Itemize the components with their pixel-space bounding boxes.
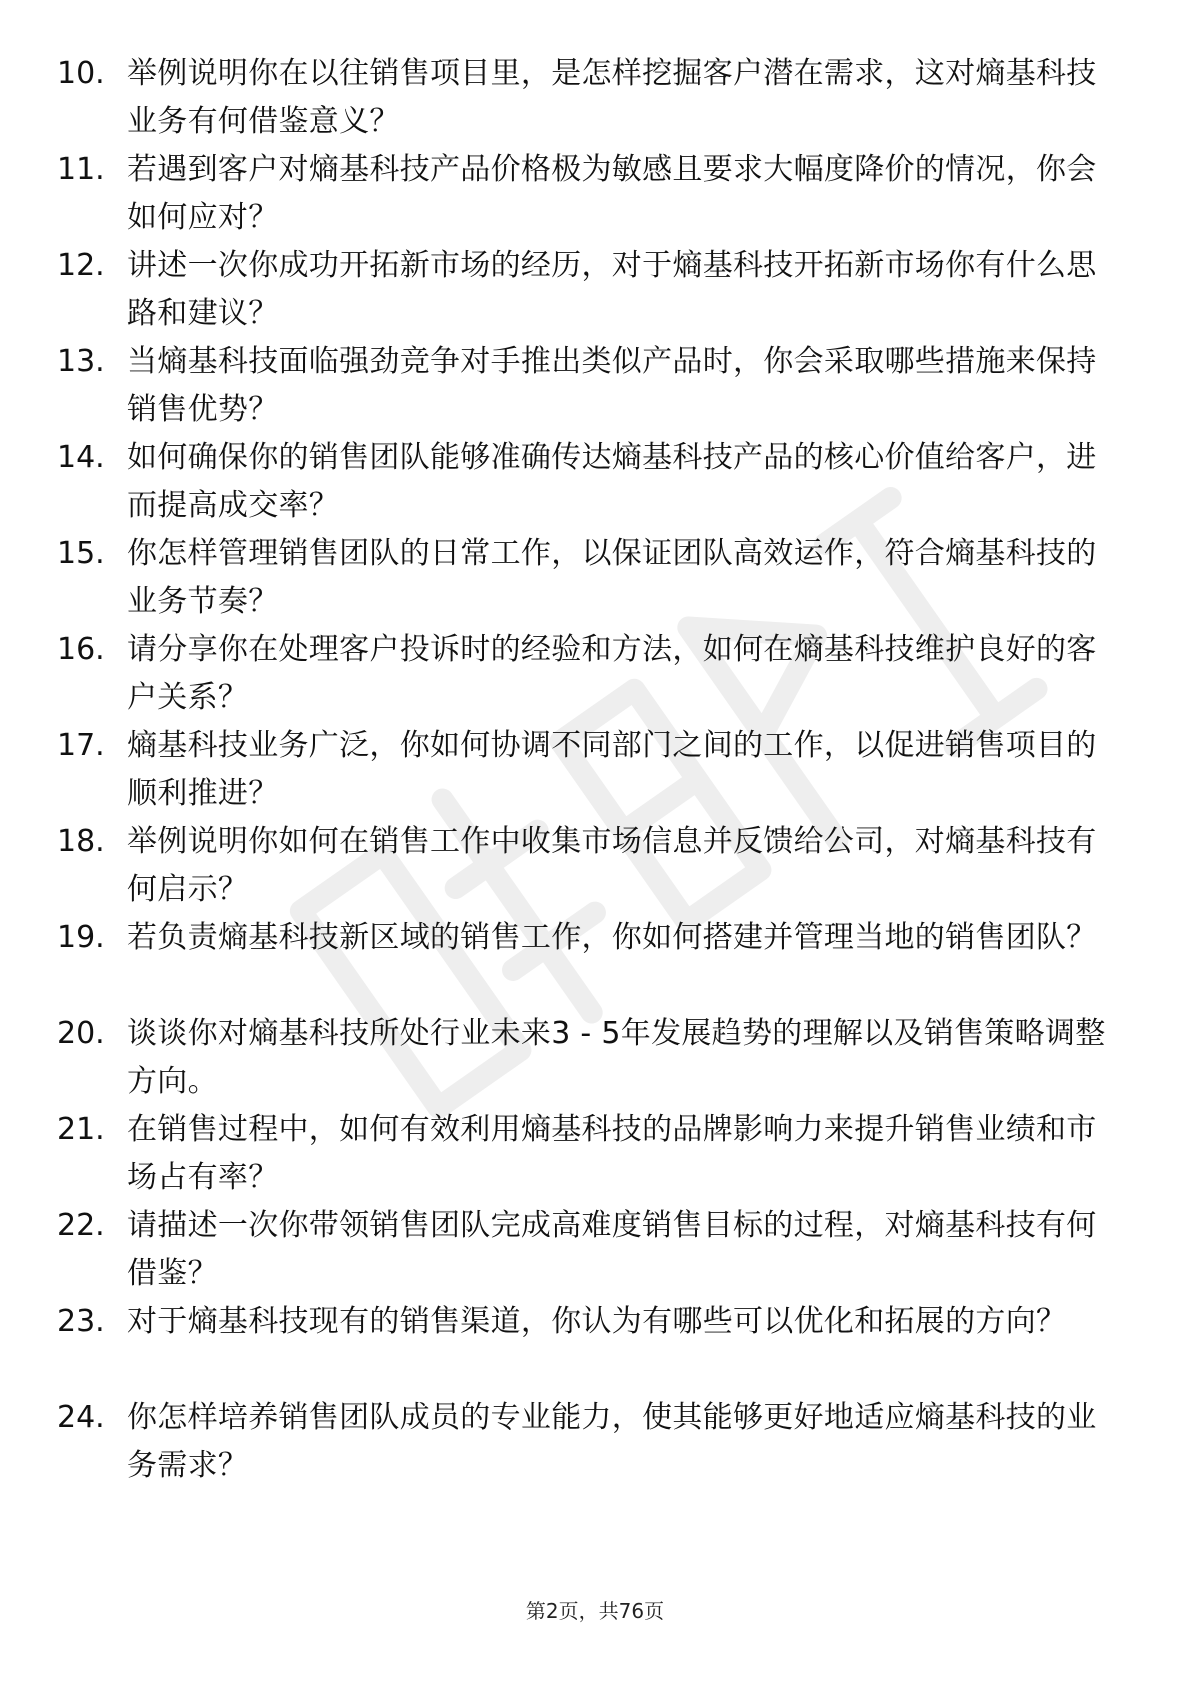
question-text: 若负责熵基科技新区域的销售工作，你如何搭建并管理当地的销售团队？ xyxy=(127,920,1097,955)
question-item xyxy=(0,1394,1190,1494)
question-number: 23. xyxy=(57,1304,105,1339)
question-text: 如何确保你的销售团队能够准确传达熵基科技产品的核心价值给客户，进而提高成交率？ xyxy=(127,440,1097,523)
question-number: 11. xyxy=(57,152,105,187)
question-item xyxy=(0,626,1190,726)
question-text: 熵基科技业务广泛，你如何协调不同部门之间的工作，以促进销售项目的顺利推进？ xyxy=(127,728,1097,811)
question-text: 你怎样培养销售团队成员的专业能力，使其能够更好地适应熵基科技的业务需求？ xyxy=(127,1400,1097,1483)
question-item xyxy=(0,818,1190,918)
question-item xyxy=(0,1202,1190,1302)
question-number: 13. xyxy=(57,344,105,379)
question-text: 举例说明你如何在销售工作中收集市场信息并反馈给公司，对熵基科技有何启示？ xyxy=(127,824,1097,907)
question-number: 14. xyxy=(57,440,105,475)
question-item xyxy=(0,146,1190,246)
question-number: 21. xyxy=(57,1112,105,1147)
question-text: 对于熵基科技现有的销售渠道，你认为有哪些可以优化和拓展的方向？ xyxy=(127,1304,1067,1339)
question-number: 22. xyxy=(57,1208,105,1243)
question-item xyxy=(0,914,1190,1014)
question-number: 19. xyxy=(57,920,105,955)
question-number: 20. xyxy=(57,1016,105,1051)
question-number: 17. xyxy=(57,728,105,763)
question-number: 18. xyxy=(57,824,105,859)
question-text: 当熵基科技面临强劲竞争对手推出类似产品时，你会采取哪些措施来保持销售优势？ xyxy=(127,344,1097,427)
question-item xyxy=(0,1298,1190,1398)
question-number: 15. xyxy=(57,536,105,571)
question-item xyxy=(0,242,1190,342)
question-number: 10. xyxy=(57,56,105,91)
question-item xyxy=(0,434,1190,534)
question-item xyxy=(0,722,1190,822)
question-number: 24. xyxy=(57,1400,105,1435)
question-text: 请描述一次你带领销售团队完成高难度销售目标的过程，对熵基科技有何借鉴？ xyxy=(127,1208,1097,1291)
question-text: 请分享你在处理客户投诉时的经验和方法，如何在熵基科技维护良好的客户关系？ xyxy=(127,632,1097,715)
page-indicator: 第2页，共76页 xyxy=(525,1599,665,1623)
question-text: 举例说明你在以往销售项目里，是怎样挖掘客户潜在需求，这对熵基科技业务有何借鉴意义？ xyxy=(127,56,1097,139)
question-text: 讲述一次你成功开拓新市场的经历，对于熵基科技开拓新市场你有什么思路和建议？ xyxy=(127,248,1097,331)
question-item xyxy=(0,1106,1190,1206)
question-text: 若遇到客户对熵基科技产品价格极为敏感且要求大幅度降价的情况，你会如何应对？ xyxy=(127,152,1097,235)
question-item xyxy=(0,338,1190,438)
question-item xyxy=(0,50,1190,150)
question-item xyxy=(0,530,1190,630)
question-text: 谈谈你对熵基科技所处行业未来3 - 5年发展趋势的理解以及销售策略调整方向。 xyxy=(127,1016,1106,1099)
question-item xyxy=(0,1010,1190,1110)
question-text: 在销售过程中，如何有效利用熵基科技的品牌影响力来提升销售业绩和市场占有率？ xyxy=(127,1112,1097,1195)
question-number: 12. xyxy=(57,248,105,283)
question-number: 16. xyxy=(57,632,105,667)
question-text: 你怎样管理销售团队的日常工作，以保证团队高效运作，符合熵基科技的业务节奏？ xyxy=(127,536,1097,619)
